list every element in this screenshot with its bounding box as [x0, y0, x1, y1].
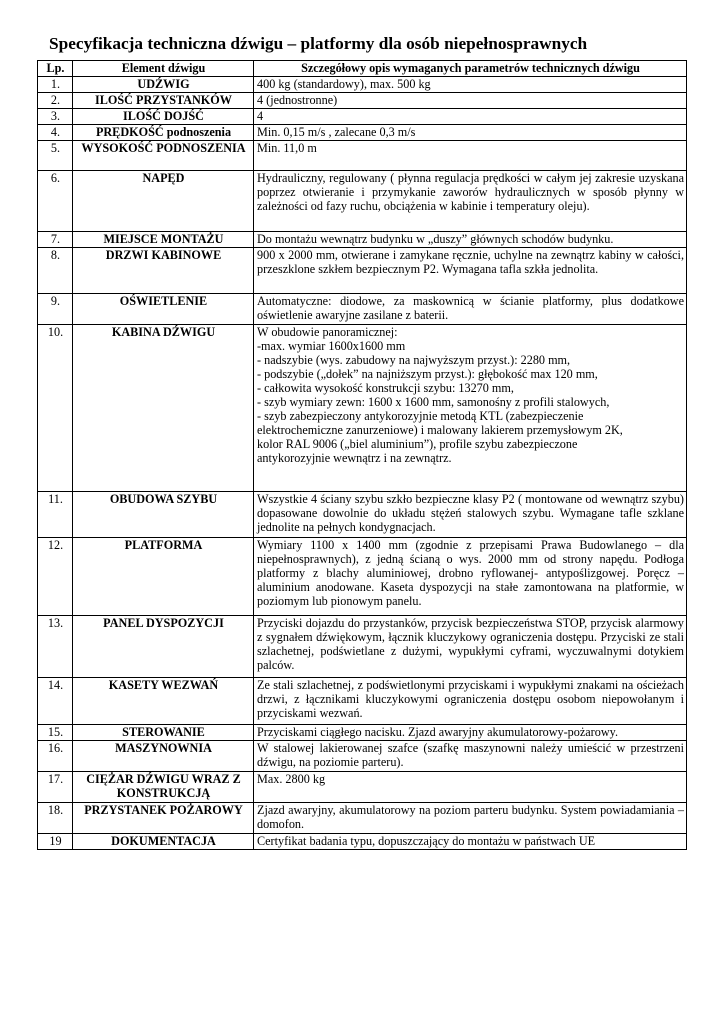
description-line: -max. wymiar 1600x1600 mm	[257, 339, 406, 353]
row-element: WYSOKOŚĆ PODNOSZENIA	[73, 141, 254, 171]
row-element: MASZYNOWNIA	[73, 741, 254, 772]
table-row	[38, 492, 687, 538]
row-description: Certyfikat badania typu, dopuszczający do montażu w państwach UE	[254, 834, 687, 850]
row-description: 400 kg (standardowy), max. 500 kg	[254, 77, 687, 93]
row-description: Do montażu wewnątrz budynku w „duszy” głównych schodów budynku.	[254, 232, 687, 248]
row-description: 900 x 2000 mm, otwierane i zamykane ręcznie, uchylne na zewnątrz kabiny w całości, przeszklone szkłem bezpiecznym P2. Wymagana tafla szkła jednolita.	[254, 248, 687, 294]
row-element: ILOŚĆ PRZYSTANKÓW	[73, 93, 254, 109]
row-description: 4	[254, 109, 687, 125]
table-row	[38, 325, 687, 492]
row-description: Automatyczne: diodowe, za maskownicą w ścianie platformy, plus dodatkowe oświetlenie awaryjne zasilane z baterii.	[254, 294, 687, 325]
row-description: 4 (jednostronne)	[254, 93, 687, 109]
row-number: 13.	[38, 616, 73, 678]
description-line: antykorozyjnie wewnątrz i na zewnątrz.	[257, 451, 452, 465]
table-row	[38, 538, 687, 616]
table-row	[38, 834, 687, 850]
row-number: 14.	[38, 678, 73, 725]
table-row	[38, 248, 687, 294]
row-number: 16.	[38, 741, 73, 772]
table-row	[38, 125, 687, 141]
document-title: Specyfikacja techniczna dźwigu – platformy dla osób niepełnosprawnych	[49, 34, 588, 53]
row-description: Przyciskami ciągłego nacisku. Zjazd awaryjny akumulatorowy-pożarowy.	[254, 725, 687, 741]
row-element: PRZYSTANEK POŻAROWY	[73, 803, 254, 834]
header-lp: Lp.	[38, 61, 73, 77]
row-description: W stalowej lakierowanej szafce (szafkę maszynowni należy umieścić w przestrzeni dźwigu, na poziomie parteru).	[254, 741, 687, 772]
row-description	[254, 325, 687, 492]
row-element: PRĘDKOŚĆ podnoszenia	[73, 125, 254, 141]
description-line: - nadszybie (wys. zabudowy na najwyższym przyst.): 2280 mm,	[257, 353, 571, 367]
description-line: W obudowie panoramicznej:	[257, 325, 398, 339]
table-row	[38, 141, 687, 171]
row-number: 19	[38, 834, 73, 850]
table-row	[38, 772, 687, 803]
table-row	[38, 171, 687, 232]
table-row	[38, 616, 687, 678]
table-row	[38, 741, 687, 772]
row-number: 4.	[38, 125, 73, 141]
table-row	[38, 232, 687, 248]
description-line: elektrochemiczne zanurzeniowe) i malowany lakierem przemysłowym 2K,	[257, 423, 623, 437]
row-number: 18.	[38, 803, 73, 834]
row-element: DRZWI KABINOWE	[73, 248, 254, 294]
row-number: 2.	[38, 93, 73, 109]
row-number: 15.	[38, 725, 73, 741]
row-description: Max. 2800 kg	[254, 772, 687, 803]
row-element: NAPĘD	[73, 171, 254, 232]
row-number: 8.	[38, 248, 73, 294]
table-row	[38, 803, 687, 834]
row-description: Hydrauliczny, regulowany ( płynna regulacja prędkości w całym jej zakresie uzyskana poprzez otwieranie i przymykanie zaworów hydraulicznych w sposób płynny w zależności od fazy ruchu, obciążenia w kabinie i temperatury oleju).	[254, 171, 687, 232]
table-row	[38, 725, 687, 741]
row-number: 10.	[38, 325, 73, 492]
row-element: MIEJSCE MONTAŻU	[73, 232, 254, 248]
row-number: 11.	[38, 492, 73, 538]
table-row	[38, 294, 687, 325]
table-row	[38, 93, 687, 109]
row-number: 5.	[38, 141, 73, 171]
row-description: Przyciski dojazdu do przystanków, przycisk bezpieczeństwa STOP, przycisk alarmowy z sygnałem dźwiękowym, łącznik kluczykowy ograniczenia dostępu. Przyciski ze stali szlachetnej, podświetlane z dużymi, wypukłymi cyframi, wyczuwalnymi dotykiem palców.	[254, 616, 687, 678]
row-element: STEROWANIE	[73, 725, 254, 741]
row-element: ILOŚĆ DOJŚĆ	[73, 109, 254, 125]
row-element: OBUDOWA SZYBU	[73, 492, 254, 538]
row-element: UDŹWIG	[73, 77, 254, 93]
row-description: Min. 0,15 m/s , zalecane 0,3 m/s	[254, 125, 687, 141]
table-row	[38, 678, 687, 725]
row-number: 12.	[38, 538, 73, 616]
description-line: kolor RAL 9006 („biel aluminium”), profile szybu zabezpieczone	[257, 437, 578, 451]
row-number: 9.	[38, 294, 73, 325]
header-description: Szczegółowy opis wymaganych parametrów technicznych dźwigu	[254, 61, 687, 77]
row-element: DOKUMENTACJA	[73, 834, 254, 850]
row-description: Min. 11,0 m	[254, 141, 687, 171]
row-number: 6.	[38, 171, 73, 232]
row-description: Wszystkie 4 ściany szybu szkło bezpieczne klasy P2 ( montowane od wewnątrz szybu) dopasowane dowolnie do układu stężeń stalowych szybu. Wymagane tafle szklane jednolite na pełnych kondygnacjach.	[254, 492, 687, 538]
row-element: KASETY WEZWAŃ	[73, 678, 254, 725]
specification-table	[37, 60, 687, 850]
row-description: Wymiary 1100 x 1400 mm (zgodnie z przepisami Prawa Budowlanego – dla niepełnosprawnych), z jedną ścianą o wys. 2000 mm od strony napędu. Podłoga platformy z blachy aluminiowej, drobno ryflowanej- antypoślizgowej. Poręcz – aluminium anodowane. Kaseta dyspozycji na stałe zamontowana na platformie, w poziomym lub pionowym panelu.	[254, 538, 687, 616]
row-number: 1.	[38, 77, 73, 93]
header-element: Element dźwigu	[73, 61, 254, 77]
description-line: - podszybie („dołek” na najniższym przyst.): głębokość max 120 mm,	[257, 367, 598, 381]
row-number: 7.	[38, 232, 73, 248]
description-line: - szyb wymiary zewn: 1600 x 1600 mm, samonośny z profili stalowych,	[257, 395, 610, 409]
row-number: 3.	[38, 109, 73, 125]
row-element: PANEL DYSPOZYCJI	[73, 616, 254, 678]
row-description: Ze stali szlachetnej, z podświetlonymi przyciskami i wypukłymi znakami na ościeżach drzwi, z łącznikami kluczykowymi ograniczenia dostępu osobom niepowołanym i przyciskami wezwań.	[254, 678, 687, 725]
row-number: 17.	[38, 772, 73, 803]
table-row	[38, 77, 687, 93]
row-description: Zjazd awaryjny, akumulatorowy na poziom parteru budynku. System powiadamiania –domofon.	[254, 803, 687, 834]
description-line: - szyb zabezpieczony antykorozyjnie metodą KTL (zabezpieczenie	[257, 409, 584, 423]
row-element: OŚWIETLENIE	[73, 294, 254, 325]
row-element: KABINA DŹWIGU	[73, 325, 254, 492]
row-element: CIĘŻAR DŹWIGU WRAZ Z KONSTRUKCJĄ	[73, 772, 254, 803]
table-row	[38, 109, 687, 125]
row-element: PLATFORMA	[73, 538, 254, 616]
description-line: - całkowita wysokość konstrukcji szybu: 13270 mm,	[257, 381, 514, 395]
